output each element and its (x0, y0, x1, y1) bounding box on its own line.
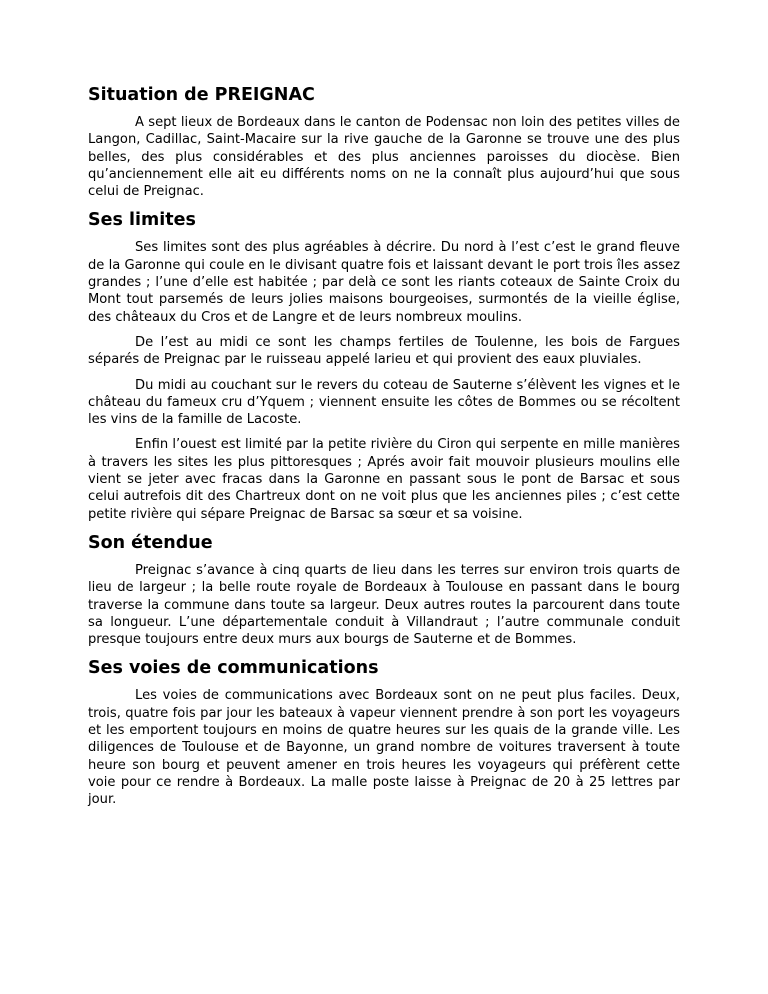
paragraph: De l’est au midi ce sont les champs fertiles de Toulenne, les bois de Fargues séparés de Preignac par le ruisseau appelé larieu et qui provient des eaux pluviales. (88, 334, 680, 368)
section-heading: Son étendue (88, 532, 213, 553)
paragraph: Preignac s’avance à cinq quarts de lieu dans les terres sur environ trois quarts de lieu de largeur ; la belle route royale de Bordeaux à Toulouse en passant dans le bourg traverse la commune dans toute sa largeur. Deux autres routes la parcourent dans toute sa longueur. L’une départementale conduit à Villandraut ; l’autre communale conduit presque toujours entre deux murs aux bourgs de Sauterne et de Bommes. (88, 562, 680, 648)
paragraph: Enfin l’ouest est limité par la petite rivière du Ciron qui serpente en mille manières à travers les sites les plus pittoresques ; Aprés avoir fait mouvoir plusieurs moulins elle vient se jeter avec fracas dans la Garonne en passant sous le pont de Barsac et sous celui autrefois dit des Chartreux dont on ne voit plus que les anciennes piles ; c’est cette petite rivière qui sépare Preignac de Barsac sa sœur et sa voisine. (88, 437, 680, 522)
paragraph: Du midi au couchant sur le revers du coteau de Sauterne s’élèvent les vignes et le château du fameux cru d’Yquem ; viennent ensuite les côtes de Bommes ou se récoltent les vins de la famille de Lacoste. (88, 377, 680, 428)
paragraph: Les voies de communications avec Bordeaux sont on ne peut plus faciles. Deux, trois, quatre fois par jour les bateaux à vapeur viennent prendre à son port les voyageurs et les emportent toujours en moins de quatre heures sur les quais de la grande ville. Les diligences de Toulouse et de Bayonne, un grand nombre de voitures traversent à toute heure son bourg et peuvent amener en trois heures les voyageurs qui préfèrent cette voie pour ce rendre à Bordeaux. La malle poste laisse à Preignac de 20 à 25 lettres par jour. (88, 688, 680, 808)
section-limites (88, 209, 680, 522)
paragraph: A sept lieux de Bordeaux dans le canton de Podensac non loin des petites villes de Langon, Cadillac, Saint-Macaire sur la rive gauche de la Garonne se trouve une des plus belles, des plus considérables et des plus anciennes paroisses du diocèse. Bien qu’anciennement elle ait eu différents noms on ne la connaît plus aujourd’hui que sous celui de Preignac. (88, 115, 680, 200)
section-heading: Ses voies de communications (88, 658, 379, 679)
section-voies (88, 657, 680, 808)
document-page (88, 84, 680, 817)
section-situation (88, 84, 680, 200)
section-heading: Ses limites (88, 210, 196, 231)
paragraph: Ses limites sont des plus agréables à décrire. Du nord à l’est c’est le grand fleuve de la Garonne qui coule en le divisant quatre fois et laissant devant le port trois îles assez grandes ; l’une d’elle est habitée ; par delà ce sont les riants coteaux de Sainte Croix du Mont tout parsemés de leurs jolies maisons bourgeoises, surmontés de la vieille église, des châteaux du Cros et de Langre et de leurs nombreux moulins. (88, 240, 680, 325)
section-heading: Situation de PREIGNAC (88, 85, 315, 105)
section-etendue (88, 532, 680, 648)
